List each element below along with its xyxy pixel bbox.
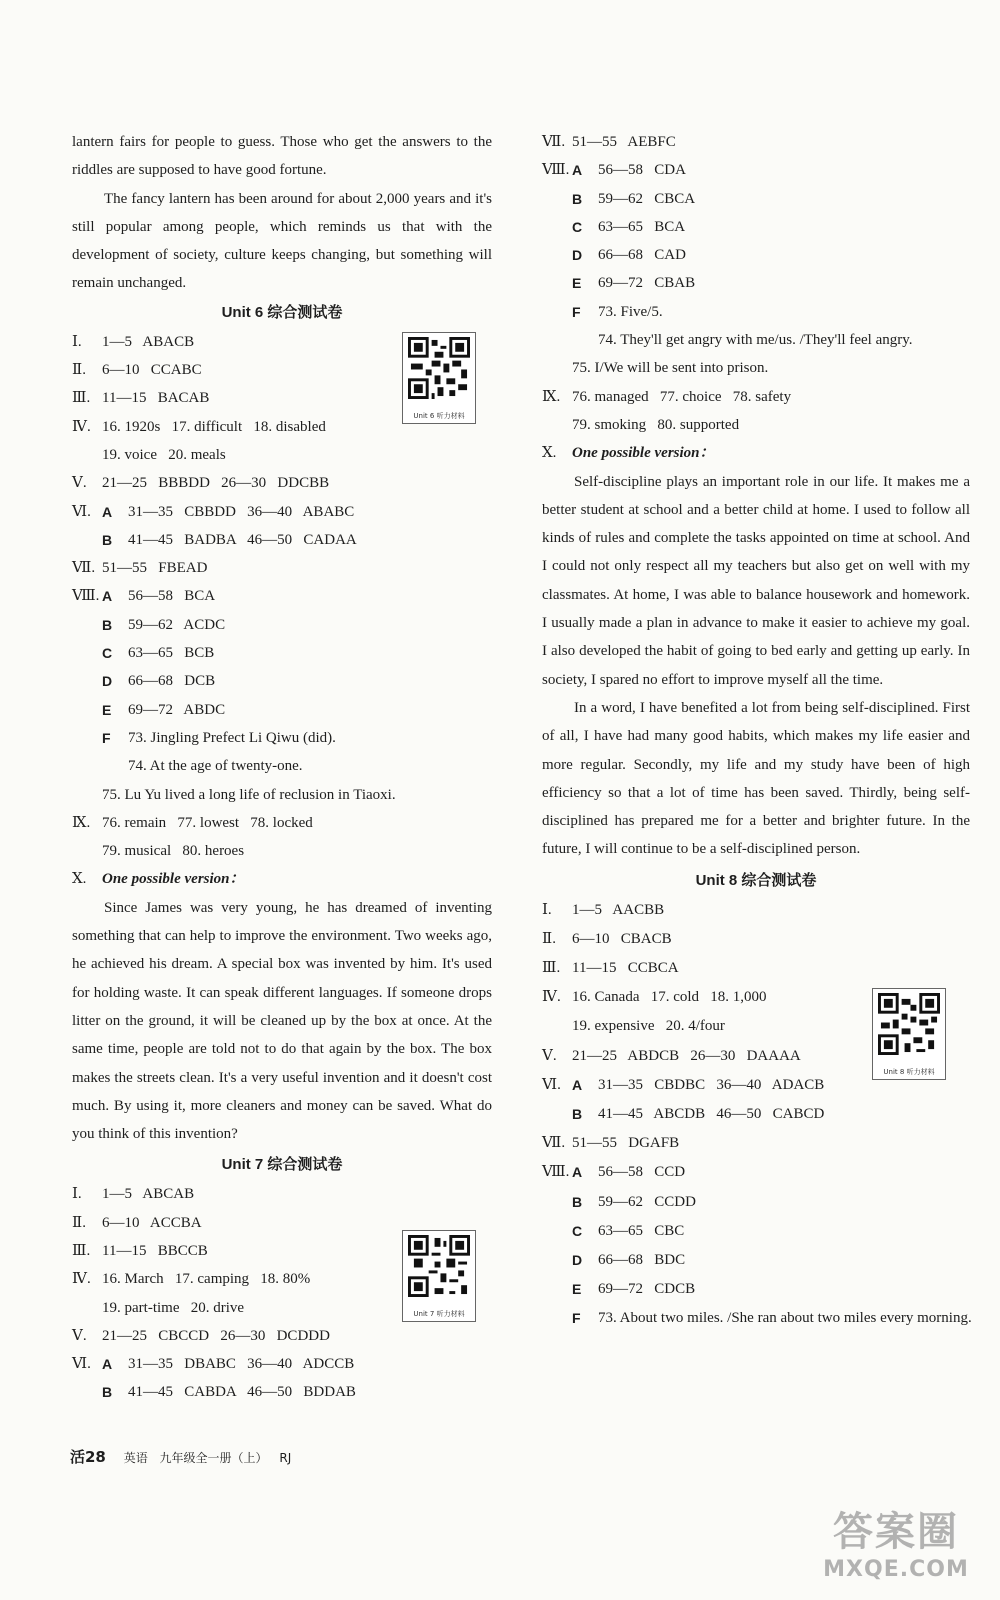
answer-text: 74. At the age of twenty-one.	[128, 758, 303, 775]
section-number: Ⅲ.	[542, 960, 561, 977]
answer-row	[542, 128, 970, 156]
answer-row	[542, 411, 970, 439]
subsection-letter: A	[572, 162, 583, 179]
section-number	[72, 639, 102, 667]
answer-row	[72, 639, 492, 667]
qr-pattern-icon	[878, 993, 940, 1055]
qr-code-unit-7[interactable]	[402, 1230, 476, 1322]
answer-text: 16. March 17. camping 18. 80%	[102, 1271, 311, 1288]
subsection-letter: E	[102, 701, 112, 718]
qr-pattern-icon	[408, 1235, 470, 1297]
subsection-letter: A	[102, 1356, 113, 1373]
section-number	[542, 326, 572, 354]
unit-7-answers-continued	[542, 128, 970, 439]
unit-7-title: Unit 7 综合测试卷	[221, 1156, 343, 1174]
answer-row	[72, 696, 492, 724]
unit-7-writing-paragraph-2: In a word, I have benefited a lot from being self-disciplined. First of all, I have had many good habits, which makes my life easier and more regular. Secondly, my life and my study have been of high efficiency so that a lot of time has been saved. Thirdly, being self-disciplined has prepared me for a better and brighter future. In the future, I will continue to be a self-disciplined person.	[542, 699, 970, 858]
answer-text: 21—25 BBBDD 26—30 DDCBB	[102, 475, 330, 492]
section-number	[72, 441, 102, 469]
subsection-letter: A	[572, 1076, 583, 1093]
answer-row	[542, 326, 970, 354]
section-number: Ⅳ.	[72, 418, 91, 435]
answer-row	[72, 752, 492, 780]
qr-pattern-icon	[408, 337, 470, 399]
section-number: Ⅶ.	[542, 1135, 566, 1152]
section-number	[542, 213, 572, 241]
answer-row	[72, 781, 492, 809]
subsection-letter: B	[102, 1384, 113, 1401]
answer-row	[72, 498, 492, 526]
answer-text: 31—35 DBABC 36—40 ADCCB	[128, 1356, 355, 1373]
answer-row	[542, 1188, 970, 1217]
answer-text: 6—10 CCABC	[102, 362, 202, 379]
qr-caption: Unit 8 听力材料	[883, 1068, 935, 1076]
section-number: Ⅶ.	[72, 560, 96, 577]
answer-text: 56—58 BCA	[128, 588, 216, 605]
section-number: Ⅰ.	[72, 333, 82, 350]
answer-text: 59—62 CCDD	[598, 1193, 696, 1210]
section-number	[72, 781, 102, 809]
subsection-letter: F	[102, 729, 111, 746]
section-number: Ⅷ.	[542, 162, 570, 179]
answer-row	[72, 554, 492, 582]
answer-row	[542, 269, 970, 297]
grade-label: 九年级全一册（上）	[159, 1451, 268, 1465]
subsection-letter: C	[102, 645, 113, 662]
answer-text: 59—62 ACDC	[128, 616, 226, 633]
answer-text: 73. Jingling Prefect Li Qiwu (did).	[128, 729, 336, 746]
section-number: Ⅵ.	[542, 1076, 561, 1093]
answer-row	[542, 925, 970, 954]
answer-row	[542, 213, 970, 241]
page-footer	[70, 1446, 299, 1467]
answer-text: 59—62 CBCA	[598, 190, 696, 207]
answer-row	[72, 1180, 492, 1208]
subsection-letter: B	[102, 531, 113, 548]
answer-text: 16. Canada 17. cold 18. 1,000	[572, 989, 767, 1006]
qr-caption: Unit 7 听力材料	[413, 1310, 465, 1318]
answer-text: 79. smoking 80. supported	[572, 416, 740, 433]
watermark-logo: 答案圈 MXQE.COM	[823, 1509, 969, 1582]
unit-7-writing-heading: Ⅹ. One possible version：	[542, 445, 715, 462]
answer-row	[72, 724, 492, 752]
answer-text: 66—68 BDC	[598, 1251, 686, 1268]
subsection-letter: C	[572, 1222, 583, 1239]
answer-text: 76. remain 77. lowest 78. locked	[102, 814, 313, 831]
section-number	[542, 411, 572, 439]
section-number: Ⅶ.	[542, 134, 566, 150]
answer-row	[72, 667, 492, 695]
answer-row	[72, 1350, 492, 1378]
section-number	[542, 1188, 572, 1217]
section-number: Ⅲ.	[72, 1242, 91, 1259]
section-number: Ⅴ.	[72, 1327, 87, 1344]
answer-text: 31—35 CBBDD 36—40 ABABC	[128, 503, 355, 520]
answer-text: 11—15 CCBCA	[572, 960, 679, 977]
unit-8-title: Unit 8 综合测试卷	[695, 871, 817, 889]
subsection-letter: D	[102, 673, 113, 690]
section-number: Ⅱ.	[72, 362, 86, 379]
answer-text: 69—72 ABDC	[128, 701, 226, 718]
unit-6-writing-text: Since James was very young, he has dreamed of inventing something that can help to improve the environment. Two weeks ago, he achieved his dream. A special box was invented by him. It's used for holding waste. It can speak different languages. If someone drops litter on the ground, it will be cleaned up by the box at once. At the same time, people are told not to do that again by the box. The box makes the streets clean. It's a very useful invention and it doesn't cost much. By using it, more cleaners and money can be saved. What do you think of this invention?	[72, 899, 492, 1143]
subject-label: 英语	[123, 1451, 148, 1465]
answer-row	[72, 582, 492, 610]
answer-text: 51—55 FBEAD	[102, 560, 208, 577]
section-number	[72, 667, 102, 695]
answer-text: 11—15 BACAB	[102, 390, 210, 407]
answer-text: 6—10 CBACB	[572, 930, 672, 947]
answer-text: 19. expensive 20. 4/four	[572, 1018, 725, 1035]
subsection-letter	[102, 752, 128, 780]
answer-row	[542, 1100, 970, 1129]
section-number: Ⅵ.	[72, 503, 91, 520]
answer-row	[542, 156, 970, 184]
intro-paragraph-1: lantern fairs for people to guess. Those who get the answers to the riddles are supposed to have good fortune.	[72, 134, 492, 179]
section-number: Ⅵ.	[72, 1356, 91, 1373]
answer-text: 56—58 CDA	[598, 162, 686, 179]
section-number: Ⅱ.	[72, 1214, 86, 1231]
section-number	[542, 1100, 572, 1129]
section-number	[72, 837, 102, 865]
subsection-letter	[572, 326, 598, 354]
answer-row	[542, 1275, 970, 1304]
answer-text: 51—55 DGAFB	[572, 1135, 680, 1152]
section-number: Ⅳ.	[542, 989, 561, 1006]
answer-text: 76. managed 77. choice 78. safety	[572, 388, 792, 405]
section-number: Ⅴ.	[542, 1047, 557, 1064]
section-number	[542, 269, 572, 297]
answer-row	[72, 837, 492, 865]
answer-text: 21—25 CBCCD 26—30 DCDDD	[102, 1327, 330, 1344]
answer-text: 1—5 ABACB	[102, 333, 195, 350]
subsection-letter: B	[572, 1106, 583, 1123]
section-number: Ⅸ.	[72, 814, 91, 831]
answer-row	[542, 1217, 970, 1246]
answer-text: 63—65 BCB	[128, 645, 215, 662]
answer-text: 75. Lu Yu lived a long life of reclusion in Tiaoxi.	[102, 786, 396, 803]
unit-7-writing-paragraph-1: Self-discipline plays an important role in our life. It makes me a better student at school and a better child at home. I used to follow all kinds of rules and complete the tasks appointed on time at school. And I could not only respect all my teachers but also get on well with my classmates. At home, I was able to balance housework and homework. I usually made a plan in advance to make it easier to achieve my goal. I also developed the habit of going to bed early and getting up early. In society, I spared no effort to improve myself all the time.	[542, 473, 970, 688]
subsection-letter: B	[102, 616, 113, 633]
subsection-letter: F	[572, 303, 581, 320]
answer-row	[542, 896, 970, 925]
answer-text: 16. 1920s 17. difficult 18. disabled	[102, 418, 326, 435]
answer-text: 75. I/We will be sent into prison.	[572, 360, 769, 377]
subsection-letter: A	[572, 1164, 583, 1181]
section-number: Ⅴ.	[72, 475, 87, 492]
section-number	[72, 526, 102, 554]
answer-text: 1—5 AACBB	[572, 901, 665, 918]
answer-row	[72, 611, 492, 639]
answer-row	[542, 954, 970, 983]
section-number	[542, 354, 572, 382]
section-number	[72, 1378, 102, 1406]
section-number	[542, 241, 572, 269]
answer-row	[542, 185, 970, 213]
section-number	[72, 696, 102, 724]
answer-text: 19. part-time 20. drive	[102, 1299, 245, 1316]
answer-row	[542, 298, 970, 326]
answer-text: 41—45 ABCDB 46—50 CABCD	[598, 1106, 825, 1123]
answer-text: 66—68 CAD	[598, 247, 686, 264]
answer-row	[542, 241, 970, 269]
section-number	[542, 298, 572, 326]
section-number: Ⅳ.	[72, 1271, 91, 1288]
answer-row	[542, 1129, 970, 1158]
section-number	[542, 1246, 572, 1275]
left-column	[72, 128, 492, 1407]
page-number: 活28	[70, 1448, 106, 1466]
section-number: Ⅷ.	[72, 588, 100, 605]
answer-text: 41—45 BADBA 46—50 CADAA	[128, 531, 357, 548]
answer-row	[542, 1158, 970, 1187]
qr-code-unit-6[interactable]	[402, 332, 476, 424]
section-number	[542, 1217, 572, 1246]
answer-text: 1—5 ABCAB	[102, 1186, 195, 1203]
answer-row	[72, 526, 492, 554]
section-number	[542, 185, 572, 213]
answer-row	[542, 383, 970, 411]
answer-text: 63—65 BCA	[598, 218, 686, 235]
unit-8-answers	[542, 896, 970, 1305]
section-number: Ⅰ.	[72, 1186, 82, 1203]
unit-6-title: Unit 6 综合测试卷	[221, 303, 343, 321]
qr-caption: Unit 6 听力材料	[413, 412, 465, 420]
intro-paragraph-2: The fancy lantern has been around for about 2,000 years and it's still popular among people, which reminds us that with the development of society, culture keeps changing, but something will remain unchanged.	[72, 190, 492, 292]
subsection-letter: B	[572, 190, 583, 207]
answer-row	[72, 441, 492, 469]
section-number: Ⅷ.	[542, 1164, 570, 1181]
subsection-letter: A	[102, 588, 113, 605]
answer-row	[542, 354, 970, 382]
answer-text: 21—25 ABDCB 26—30 DAAAA	[572, 1047, 801, 1064]
section-number	[72, 724, 102, 752]
answer-row	[72, 809, 492, 837]
answer-text: 56—58 CCD	[598, 1164, 686, 1181]
qr-code-unit-8[interactable]	[872, 988, 946, 1080]
answer-row: F 73. About two miles. /She ran about two miles every morning.	[572, 1310, 972, 1327]
section-number	[72, 1294, 102, 1322]
answer-text: 11—15 BBCCB	[102, 1242, 208, 1259]
answer-text: 69—72 CBAB	[598, 275, 696, 292]
answer-text: 73. Five/5.	[598, 303, 663, 320]
section-number	[542, 1012, 572, 1041]
subsection-letter: A	[102, 503, 113, 520]
subsection-letter: C	[572, 218, 583, 235]
subsection-letter: D	[572, 247, 583, 264]
answer-text: 74. They'll get angry with me/us. /They'll feel angry.	[598, 332, 913, 349]
answer-text: 66—68 DCB	[128, 673, 216, 690]
answer-text: 63—65 CBC	[598, 1222, 685, 1239]
section-number: Ⅱ.	[542, 930, 556, 947]
answer-text: 51—55 AEBFC	[572, 134, 676, 150]
answer-row	[72, 469, 492, 497]
unit-6-writing-heading: Ⅹ. One possible version：	[72, 871, 245, 888]
subsection-letter: E	[572, 275, 582, 292]
answer-text: 41—45 CABDA 46—50 BDDAB	[128, 1384, 356, 1401]
answer-text: 31—35 CBDBC 36—40 ADACB	[598, 1076, 825, 1093]
section-number	[72, 611, 102, 639]
section-number: Ⅸ.	[542, 388, 561, 405]
answer-text: 69—72 CDCB	[598, 1281, 696, 1298]
answer-row	[72, 1378, 492, 1406]
answer-row	[542, 1246, 970, 1275]
section-number: Ⅰ.	[542, 901, 552, 918]
section-number: Ⅲ.	[72, 390, 91, 407]
section-number	[542, 1275, 572, 1304]
subsection-letter: D	[572, 1251, 583, 1268]
edition-label: RJ	[279, 1451, 292, 1465]
subsection-letter: E	[572, 1281, 582, 1298]
answer-text: 19. voice 20. meals	[102, 446, 226, 463]
right-column	[542, 128, 970, 1334]
answer-text: 6—10 ACCBA	[102, 1214, 202, 1231]
section-number	[72, 752, 102, 780]
subsection-letter: B	[572, 1193, 583, 1210]
answer-row	[72, 1322, 492, 1350]
answer-text: 79. musical 80. heroes	[102, 843, 245, 860]
